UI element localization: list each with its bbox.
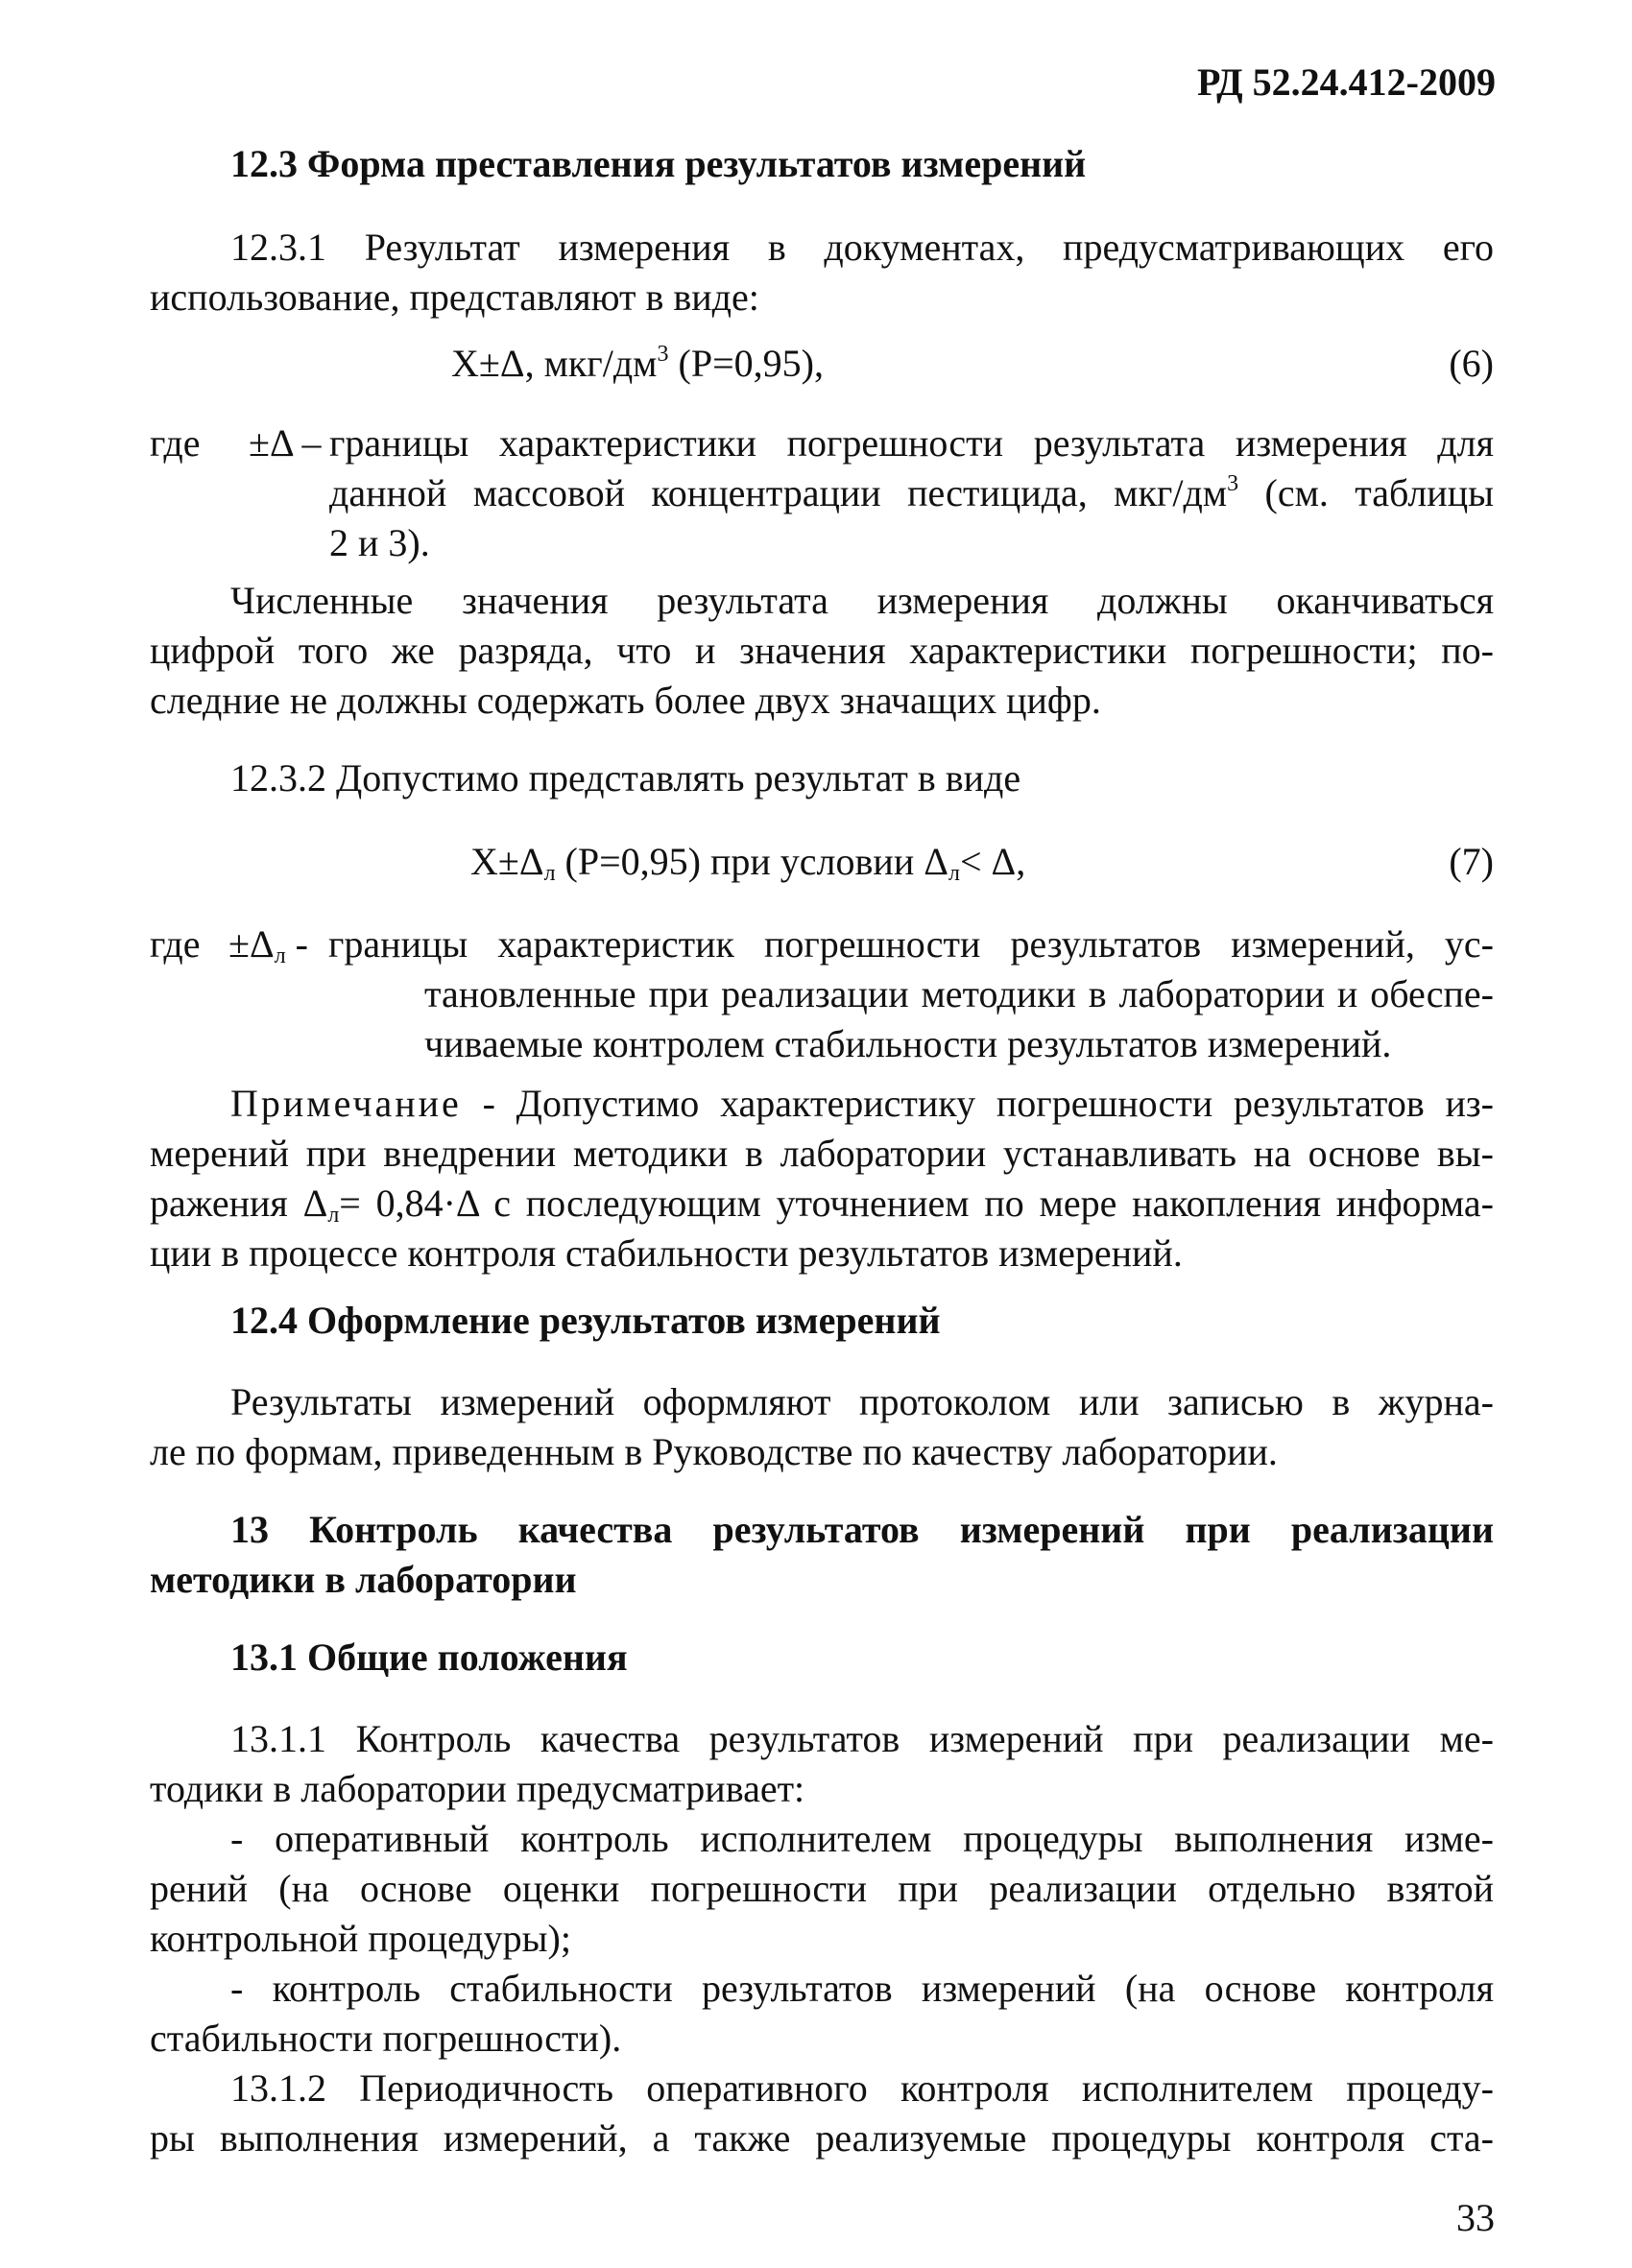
- equation-7-number: (7): [1449, 840, 1494, 883]
- section-13-1-heading: 13.1 Общие положения: [230, 1635, 628, 1679]
- where-definition: границы характеристик погрешности результатов измерений, ус- тановленные при реализации методики в лаборатории и обеспе- чиваемые контролем стабильности результатов измерений.: [328, 922, 1494, 1065]
- document-id: РД 52.24.412-2009: [1197, 60, 1496, 104]
- equation-7: [150, 837, 1494, 887]
- equation-6-formula: Х±Δ, мкг/$дм^3$ (Р=0,95),: [451, 342, 824, 385]
- where-word: где: [150, 421, 201, 465]
- list-item: - контроль стабильности результатов измерений (на основе контроля: [230, 1967, 1494, 2010]
- where-clause-2: [150, 919, 1494, 1069]
- equation-7-formula: $Х\pm\Delta_л$ (Р=0,95) при условии $\Delta_л< \Delta$,: [470, 840, 1026, 886]
- where-symbol: $\pm\Delta_л$ -: [228, 922, 308, 968]
- equation-6-number: (6): [1449, 342, 1494, 385]
- section-13-1-body: 13.1.1 Контроль качества результатов измерений при реализации ме- тодики в лаборатории предусматривает: - оперативный контроль исполнителем процедуры выполнения изме- рений (на основе оценки погрешности при реализации отдельно взятой контрольной процедуры); - контроль стабильности результатов измерений (на основе контроля стабильности погрешности). 13.1.2 Периодичность оперативного контроля исполнителем процеду- ры выполнения измерений, а также реализуемые процедуры контроля ста-: [150, 1717, 1494, 2160]
- note-block: Примечание - Допустимо характеристику погрешности результатов из- мерений при внедрении методики в лаборатории устанавливать на основе вы- ражения $\Delta_л= 0,84\cdot\Delta$ с последующим уточнением по мере накопления информа- ции в процессе контроля стабильности результатов измерений.: [150, 1082, 1494, 1275]
- paragraph-12-3-1: [150, 223, 1494, 322]
- section-12-4-heading: 12.4 Оформление результатов измерений: [230, 1299, 941, 1342]
- note-label: Примечание: [230, 1082, 462, 1125]
- list-item: - оперативный контроль исполнителем процедуры выполнения изме-: [230, 1817, 1494, 1860]
- paragraph-12-3-2: 12.3.2 Допустимо представлять результат в виде: [230, 756, 1021, 800]
- text-line: 12.3.1 Результат измерения в документах, предусматривающих его: [230, 226, 1494, 269]
- paragraph-numeric-values: Численные значения результата измерения должны оканчиваться цифрой того же разряда, что и значения характеристики погрешности; по- следние не должны содержать более двух значащих цифр.: [150, 579, 1494, 722]
- paragraph-12-4: Результаты измерений оформляют протоколом или записью в журна- ле по формам, приведенным в Руководстве по качеству лаборатории.: [150, 1380, 1494, 1473]
- section-13-heading: 13 Контроль качества результатов измерений при реализации методики в лаборатории: [150, 1508, 1494, 1601]
- section-12-3-heading: 12.3 Форма преставления результатов измерений: [230, 142, 1087, 185]
- where-clause-1: [150, 418, 1494, 568]
- where-word: где: [150, 922, 201, 966]
- text-line: использование, представляют в виде:: [150, 275, 759, 319]
- where-definition: границы характеристики погрешности результата измерения для данной массовой концентрации пестицида, мкг/$дм^3$ (см. таблицы 2 и 3).: [329, 421, 1494, 564]
- where-symbol: ±Δ –: [249, 421, 322, 465]
- equation-6: [150, 339, 1494, 389]
- page-number: 33: [1456, 2196, 1495, 2239]
